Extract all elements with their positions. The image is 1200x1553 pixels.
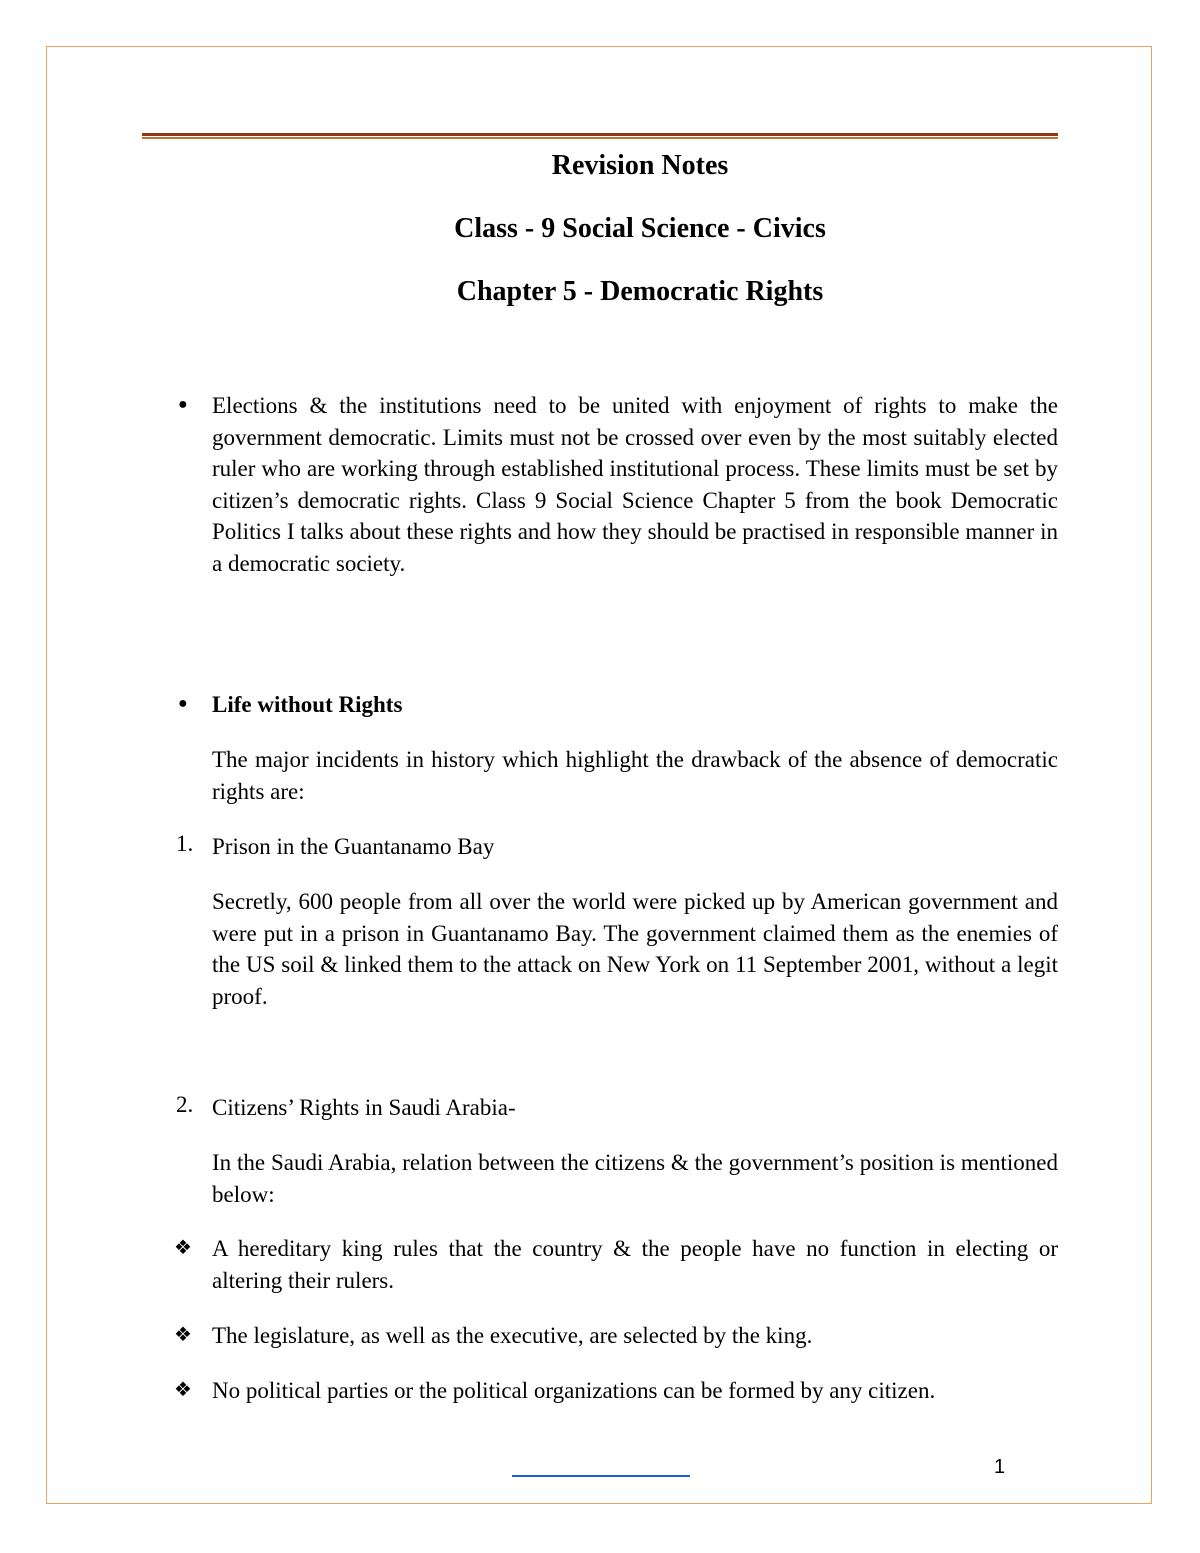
header-rule-thick bbox=[142, 133, 1058, 136]
footer-link[interactable] bbox=[512, 1475, 690, 1477]
header-rule-thin bbox=[142, 137, 1058, 139]
list-number: 1. bbox=[176, 831, 194, 856]
document-title: Revision Notes bbox=[551, 150, 729, 181]
page-number: 1 bbox=[994, 1456, 1006, 1478]
diamond-bullet-icon: ❖ bbox=[174, 1324, 192, 1346]
sub-point: No political parties or the political organizations can be formed by any citizen. bbox=[212, 1378, 936, 1403]
bullet-icon: ● bbox=[178, 695, 188, 712]
header-rule bbox=[142, 133, 1058, 139]
sub-point: A hereditary king rules that the country & the people have no function in electing or altering their rulers. bbox=[212, 1236, 1058, 1293]
list-item-intro: In the Saudi Arabia, relation between the citizens & the government’s position is mentioned below: bbox=[212, 1150, 1058, 1207]
intro-paragraph: Elections & the institutions need to be united with enjoyment of rights to make the government democratic. Limits must not be crossed over even by the most suitably elected ruler who are working through established institutional process. These limits must be set by citizen’s democratic rights. Class 9 Social Science Chapter 5 from the book Democratic Politics I talks about these rights and how they should be practised in responsible manner in a democratic society. bbox=[212, 393, 1058, 576]
document-subtitle: Class - 9 Social Science - Civics bbox=[454, 213, 826, 244]
bullet-icon: ● bbox=[178, 396, 188, 413]
diamond-bullet-icon: ❖ bbox=[174, 1379, 192, 1401]
section-heading-life-without-rights: Life without Rights bbox=[212, 692, 403, 717]
diamond-bullet-icon: ❖ bbox=[174, 1237, 192, 1259]
sub-point: The legislature, as well as the executive, are selected by the king. bbox=[212, 1323, 813, 1348]
list-item-title: Citizens’ Rights in Saudi Arabia- bbox=[212, 1095, 516, 1120]
list-item-title: Prison in the Guantanamo Bay bbox=[212, 834, 495, 859]
list-number: 2. bbox=[176, 1092, 194, 1117]
list-item-paragraph: Secretly, 600 people from all over the world were picked up by American government and were put in a prison in Guantanamo Bay. The government claimed them as the enemies of the US soil & linked them to the attack on New York on 11 September 2001, without a legit proof. bbox=[212, 889, 1058, 1009]
section-paragraph: The major incidents in history which highlight the drawback of the absence of democratic rights are: bbox=[212, 747, 1058, 804]
chapter-title: Chapter 5 - Democratic Rights bbox=[456, 276, 824, 307]
